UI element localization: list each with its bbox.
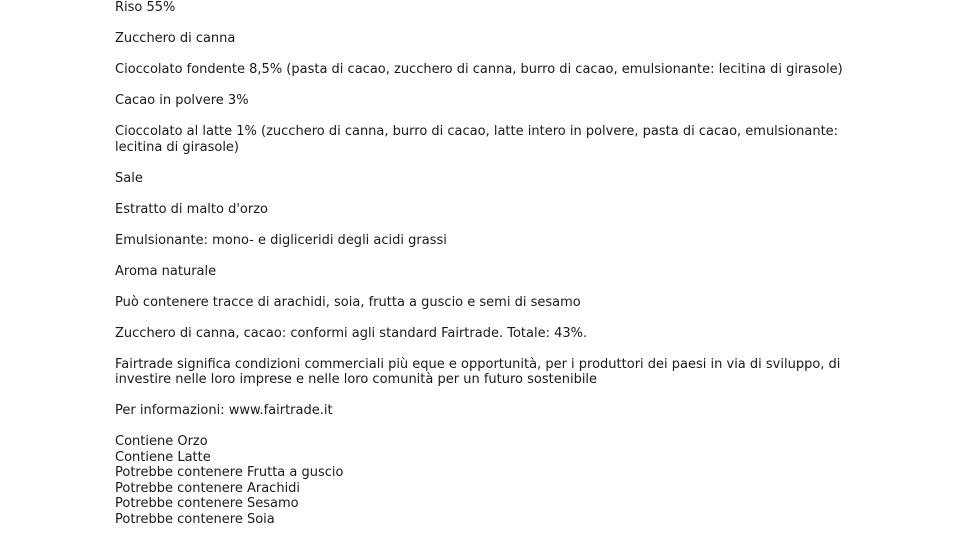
ingredient-rice: Riso 55% (115, 0, 176, 15)
allergen-item: Potrebbe contenere Sesamo (115, 496, 299, 511)
ingredient-natural-flavour: Aroma naturale (115, 263, 217, 279)
fairtrade-note: Zucchero di canna, cacao: conformi agli standard Fairtrade. Totale: 43%. (115, 325, 588, 341)
fairtrade-description: Fairtrade significa condizioni commerciali più eque e opportunità, per i produttori dei paesi in via di sviluppo, di investire nelle loro imprese e nelle loro comunità per un futuro sostenibile (115, 356, 841, 387)
ingredient-cocoa-powder: Cacao in polvere 3% (115, 93, 249, 108)
ingredient-cane-sugar: Zucchero di canna (115, 31, 236, 46)
allergen-item: Potrebbe contenere Soia (115, 511, 275, 527)
allergen-item: Contiene Orzo (115, 434, 208, 449)
info-line: Per informazioni: www.fairtrade.it (115, 403, 333, 418)
ingredient-salt: Sale (115, 170, 143, 186)
ingredients-document (115, 0, 855, 527)
ingredient-dark-chocolate: Cioccolato fondente 8,5% (pasta di cacao, zucchero di canna, burro di cacao, emulsionante: lecitina di girasole) (115, 62, 843, 77)
ingredient-barley-malt-extract: Estratto di malto d'orzo (115, 201, 268, 217)
ingredient-milk-chocolate: Cioccolato al latte 1% (zucchero di canna, burro di cacao, latte intero in polvere, pasta di cacao, emulsionante: lecitina di girasole) (115, 124, 839, 155)
allergen-list (115, 434, 855, 527)
allergen-item: Contiene Latte (115, 449, 211, 465)
allergen-item: Potrebbe contenere Arachidi (115, 480, 301, 496)
traces-note: Può contenere tracce di arachidi, soia, frutta a guscio e semi di sesamo (115, 294, 581, 310)
ingredient-emulsifier: Emulsionante: mono- e digliceridi degli acidi grassi (115, 232, 447, 248)
allergen-item: Potrebbe contenere Frutta a guscio (115, 465, 344, 480)
